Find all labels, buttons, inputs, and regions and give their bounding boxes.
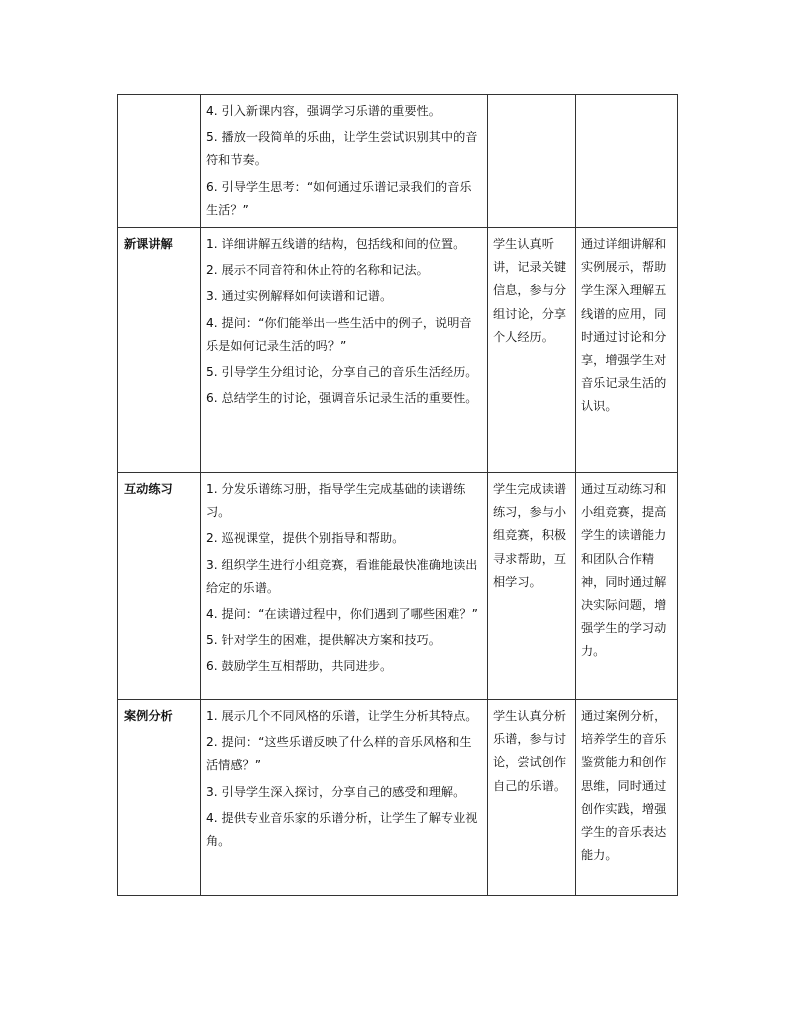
lesson-plan-table (117, 94, 678, 896)
activity-item: 2. 展示不同音符和休止符的名称和记法。 (206, 263, 429, 278)
activity-item: 6. 引导学生思考：“如何通过乐谱记录我们的音乐生活？” (206, 179, 472, 217)
table-row (118, 473, 678, 700)
student-activity-cell: 学生认真分析乐谱，参与讨论，尝试创作自己的乐谱。 (488, 700, 576, 896)
activity-item: 3. 引导学生深入探讨，分享自己的感受和理解。 (206, 784, 466, 799)
activity-item: 3. 组织学生进行小组竞赛，看谁能最快准确地读出给定的乐谱。 (206, 557, 478, 595)
activity-item: 1. 展示几个不同风格的乐谱，让学生分析其特点。 (206, 709, 478, 724)
stage-cell (118, 95, 201, 228)
student-activity-cell (488, 95, 576, 228)
design-purpose-cell: 通过案例分析，培养学生的音乐鉴赏能力和创作思维，同时通过创作实践，增强学生的音乐表达能力。 (576, 700, 678, 896)
activity-item: 5. 播放一段简单的乐曲，让学生尝试识别其中的音符和节奏。 (206, 130, 478, 168)
teacher-activity-cell (201, 228, 488, 473)
activity-item: 4. 引入新课内容，强调学习乐谱的重要性。 (206, 104, 441, 118)
teacher-activity-cell (201, 95, 488, 228)
table-row (118, 700, 678, 896)
activity-item: 5. 针对学生的困难，提供解决方案和技巧。 (206, 633, 441, 648)
stage-cell: 新课讲解 (118, 228, 201, 473)
activity-item: 4. 提问：“你们能举出一些生活中的例子，说明音乐是如何记录生活的吗？” (206, 315, 472, 353)
table-row (118, 95, 678, 228)
activity-item: 4. 提供专业音乐家的乐谱分析，让学生了解专业视角。 (206, 810, 478, 849)
activity-item: 1. 详细讲解五线谱的结构，包括线和间的位置。 (206, 237, 466, 252)
activity-item: 2. 提问：“这些乐谱反映了什么样的音乐风格和生活情感？” (206, 735, 472, 773)
student-activity-cell: 学生认真听讲，记录关键信息，参与分组讨论，分享个人经历。 (488, 228, 576, 473)
stage-cell: 互动练习 (118, 473, 201, 700)
activity-item: 4. 提问：“在读谱过程中，你们遇到了哪些困难？” (206, 607, 478, 622)
activity-item: 1. 分发乐谱练习册，指导学生完成基础的读谱练习。 (206, 482, 466, 520)
table-row (118, 228, 678, 473)
design-purpose-cell: 通过互动练习和小组竞赛，提高学生的读谱能力和团队合作精神，同时通过解决实际问题，增强学生的学习动力。 (576, 473, 678, 700)
activity-item: 2. 巡视课堂，提供个别指导和帮助。 (206, 531, 405, 546)
design-purpose-cell: 通过详细讲解和实例展示，帮助学生深入理解五线谱的应用，同时通过讨论和分享，增强学生对音乐记录生活的认识。 (576, 228, 678, 473)
teacher-activity-cell (201, 473, 488, 700)
student-activity-cell: 学生完成读谱练习，参与小组竞赛，积极寻求帮助，互相学习。 (488, 473, 576, 700)
activity-item: 3. 通过实例解释如何读谱和记谱。 (206, 289, 393, 304)
stage-cell: 案例分析 (118, 700, 201, 896)
teacher-activity-cell (201, 700, 488, 896)
activity-item: 6. 总结学生的讨论，强调音乐记录生活的重要性。 (206, 391, 478, 406)
design-purpose-cell (576, 95, 678, 228)
activity-item: 5. 引导学生分组讨论，分享自己的音乐生活经历。 (206, 365, 478, 380)
activity-item: 6. 鼓励学生互相帮助，共同进步。 (206, 659, 393, 674)
